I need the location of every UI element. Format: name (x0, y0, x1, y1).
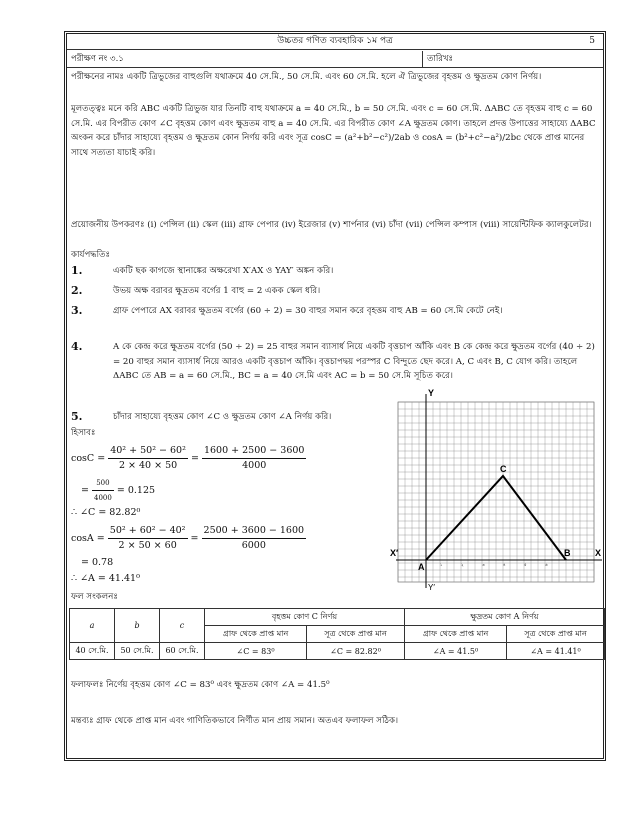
cosA-fraction (108, 524, 188, 553)
cosC-fraction (108, 444, 188, 473)
calc-title: হিসাবঃ (71, 428, 96, 438)
conclusion: ফলাফলঃ নির্ণেয় বৃহত্তম কোণ ∠C = 83⁰ এবং ক্ষুদ্রতম কোণ ∠A = 41.5⁰ (71, 680, 330, 690)
fraction-numerator: 40² + 50² − 60² (108, 444, 188, 459)
fraction-numerator: 50² + 60² − 40² (108, 524, 188, 539)
header-a: a (70, 609, 115, 643)
step-number: 2. (71, 284, 83, 297)
cosC-value: = 0.125 (116, 485, 156, 496)
experiment-number: পরীক্ষণ নং ৩.১ (71, 54, 124, 64)
cosA-value: = 0.78 (81, 557, 114, 568)
subheader-formula: সূত্র থেকে প্রাপ্ত মান (507, 626, 605, 643)
x-tick-label: ২ (461, 562, 464, 567)
cell-C-graph: ∠C = 83⁰ (205, 643, 307, 660)
step-text: উভয় অক্ষ বরাবর ক্ষুদ্রতম বর্গের 1 বাহু = 2 একক স্কেল ধরি। (113, 286, 321, 296)
y2-label: Y′ (428, 583, 435, 592)
theory-paragraph: মূলতত্ত্বঃ মনে করি ABC একটি ত্রিভুজ যার তিনটি বাহু যথাক্রমে a = 40 সে.মি., b = 50 সে.মি. এবং c = 60 সে.মি. ΔABC তে বৃহত্তম বাহু c = 60 সে.মি. এর বিপরীত কোণ ∠C বৃহত্তম কোণ এবং ক্ষুদ্রতম বাহু a = 40 সে.মি. এর বিপরীত কোণ ∠A ক্ষুদ্রতম কোণ। তাহলে প্রদত্ত উপাত্তের সাহায্যে ΔABC অংকন করে চাঁদার সাহায্যে বৃহত্তম ও ক্ষুদ্রতম কোন নির্ণয় করি এবং সূত্র cosC = (a²+b²−c²)/2ab ও cosA = (b²+c²−a²)/2bc থেকে প্রাপ্ত মানের সাথে সত্যতা যাচাই করি। (71, 104, 596, 158)
subheader-graph: গ্রাফ থেকে প্রাপ্ত মান (205, 626, 307, 643)
x-label: X (595, 548, 602, 558)
method-title: কার্যপদ্ধতিঃ (71, 250, 111, 260)
x-tick-label: ৪ (503, 562, 506, 567)
fraction-denominator: 4000 (94, 494, 112, 502)
cell-C-formula: ∠C = 82.82⁰ (307, 643, 405, 660)
divider (422, 51, 423, 67)
cosC-step: = $\frac{500}{4000}$ = 0.125 (81, 476, 155, 505)
fraction-denominator: 4000 (242, 460, 267, 471)
step-number: 5. (71, 410, 83, 423)
experiment-date: তারিখঃ (427, 54, 454, 64)
cell-c: 60 সে.মি. (160, 643, 205, 660)
page-header (67, 34, 603, 49)
cosA-fraction-2 (202, 524, 307, 553)
cell-a: 40 সে.মি. (70, 643, 115, 660)
divider (67, 49, 603, 50)
experiment-row (67, 51, 603, 67)
page-number: 5 (589, 36, 595, 46)
graph-figure (390, 384, 605, 594)
cosA-equation: cosA = $\frac{\text{50² + 60² − 40²}}{2 \times 50 \times 60}$ = $\frac{2500 + 3600 - 1600}{6000}$ (71, 525, 305, 551)
fraction-denominator: 2 × 50 × 60 (118, 540, 177, 551)
materials-list: প্রয়োজনীয় উপকরণঃ (i) পেন্সিল (ii) স্কেল (iii) গ্রাফ পেপার (iv) ইরেজার (v) শার্পনার (vi) চাঁদা (vii) পেন্সিল কম্পাস (viii) সায়েন্টিফিক ক্যালকুলেটর। (71, 220, 592, 230)
header-b: b (115, 609, 160, 643)
header-largest-angle: বৃহত্তম কোণ C নির্ণয় (205, 609, 405, 626)
header-c: c (160, 609, 205, 643)
subheader-formula: সূত্র থেকে প্রাপ্ত মান (307, 626, 405, 643)
x2-label: X′ (390, 548, 399, 558)
cell-A-graph: ∠A = 41.5⁰ (404, 643, 506, 660)
cosA-lhs: cosA = (71, 533, 105, 544)
step-number: 4. (71, 340, 83, 353)
angle-C-result: ∴ ∠C = 82.82⁰ (71, 507, 141, 518)
cosC-fraction-2 (202, 444, 307, 473)
step-text: চাঁদার সাহায্যে বৃহত্তম কোণ ∠C ও ক্ষুদ্রতম কোণ ∠A নির্ণয় করি। (113, 412, 332, 422)
x-tick-label: ৩ (482, 562, 485, 567)
step-text: A কে কেন্দ্র করে ক্ষুদ্রতম বর্গের (50 ÷ 2) = 25 বাহুর সমান ব্যাসার্ধ নিয়ে একটি বৃত্তচাপ আঁকি এবং B কে কেন্দ্র করে ক্ষুদ্রতম বর্গের (40 ÷ 2) = 20 বাহুর সমান ব্যাসার্ধ নিয়ে আরও একটি বৃত্তচাপ আঁকি। বৃত্তচাপদ্বয় পরস্পর C বিন্দুতে ছেদ করে। A, C এবং B, C যোগ করি। তাহলে ΔABC তে AB = a = 60 সে.মি., BC = a = 40 সে.মি এবং AC = b = 50 সে.মি সূচিত করে। (113, 342, 595, 382)
x-tick-label: ১ (440, 562, 443, 567)
remark: মন্তব্যঃ গ্রাফ থেকে প্রাপ্ত মান এবং গাণিতিকভাবে নির্ণীত মান প্রায় সমান। অতএব ফলাফল সঠিক। (71, 716, 399, 726)
cell-A-formula: ∠A = 41.41⁰ (507, 643, 605, 660)
x-tick-label: ৫ (524, 562, 527, 567)
y-label: Y (428, 388, 435, 398)
subheader-graph: গ্রাফ থেকে প্রাপ্ত মান (404, 626, 506, 643)
vertex-C-label: C (500, 464, 507, 474)
fraction-denominator: 2 × 40 × 50 (118, 460, 178, 471)
vertex-B-label: B (564, 548, 571, 558)
fraction-numerator: 500 (92, 476, 114, 491)
results-title: ফল সংকলনঃ (71, 592, 118, 602)
vertex-A-label: A (418, 562, 425, 572)
fraction-numerator: 2500 + 3600 − 1600 (202, 524, 307, 539)
step-number: 3. (71, 304, 83, 317)
fraction-numerator: 1600 + 2500 − 3600 (202, 444, 307, 459)
divider (67, 67, 603, 68)
step-number: 1. (71, 264, 83, 277)
step-text: একটি ছক কাগজে স্থানাঙ্কের অক্ষরেখা X′AX ও YAY′ অঙ্কন করি। (113, 266, 334, 276)
angle-A-result: ∴ ∠A = 41.41⁰ (71, 573, 140, 584)
problem-statement: পরীক্ষনের নামঃ একটি ত্রিভুজের বাহুগুলি যথাক্রমে 40 সে.মি., 50 সে.মি. এবং 60 সে.মি. হলে ঐ ত্রিভুজের বৃহত্তম ও ক্ষুদ্রতম কোণ নির্ণয়। (71, 72, 542, 82)
header-smallest-angle: ক্ষুদ্রতম কোণ A নির্ণয় (404, 609, 604, 626)
header-title: উচ্চতর গণিত ব্যবহারিক ১ম পত্র (277, 36, 393, 46)
results-table (69, 608, 605, 660)
cosC-step-fraction (92, 476, 114, 505)
step-text: গ্রাফ পেপারে AX বরাবর ক্ষুদ্রতম বর্গের (60 ÷ 2) = 30 বাহুর সমান করে বৃহত্তম বাহু AB = 60 সে.মি কেটে নেই। (113, 306, 503, 316)
cosC-lhs: cosC = (71, 453, 106, 464)
x-tick-label: ৬ (545, 562, 548, 567)
cell-b: 50 সে.মি. (115, 643, 160, 660)
cosC-equation: cosC = $\frac{\text{40² + 50² − 60²}}{2 \times 40 \times 50}$ = $\frac{1600 + 2500 - 3600}{4000}$ (71, 445, 305, 471)
fraction-denominator: 6000 (241, 540, 266, 551)
